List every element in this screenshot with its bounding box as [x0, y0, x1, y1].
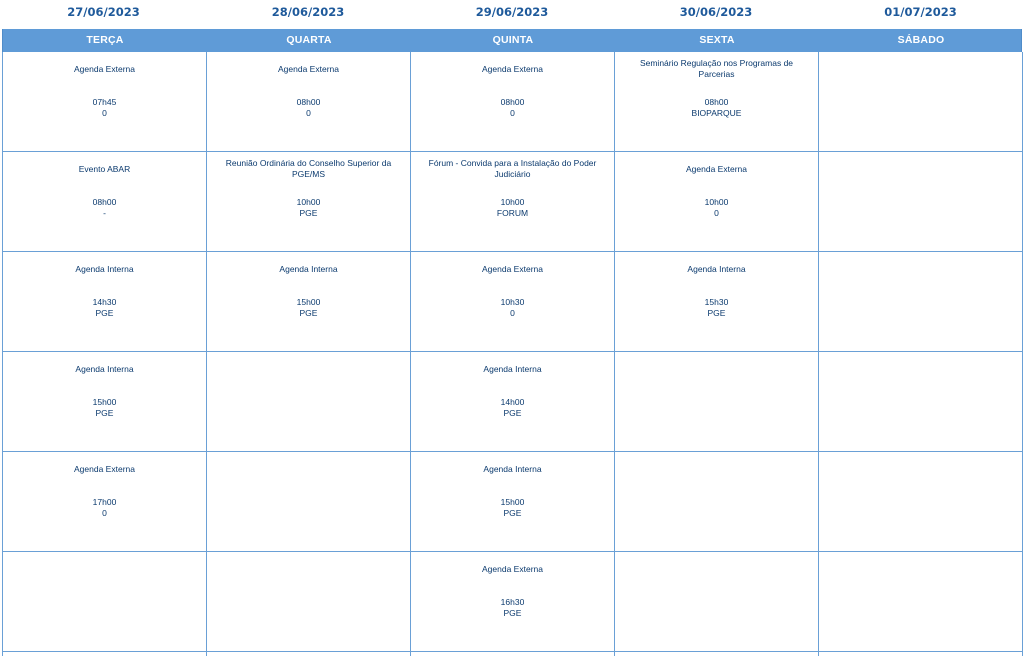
event-title: Reunião Ordinária do Conselho Superior da PGE/MS	[225, 158, 392, 179]
schedule-cell	[411, 252, 615, 352]
schedule-cell-empty	[819, 252, 1023, 352]
event-location: BIOPARQUE	[691, 108, 742, 118]
event-title: Agenda Externa	[482, 63, 543, 74]
event-location: 0	[714, 208, 719, 218]
schedule-cell-empty	[819, 552, 1023, 652]
border-segment	[615, 652, 819, 656]
event-title: Fórum - Convida para a Instalação do Poder Judiciário	[428, 158, 597, 179]
event-location: FORUM	[496, 208, 529, 218]
event-time: 08h00	[92, 197, 117, 207]
schedule-cell-empty	[819, 452, 1023, 552]
weekday-friday: SEXTA	[699, 34, 735, 46]
date-thursday: 29/06/2023	[475, 5, 549, 19]
event-location: 0	[510, 108, 515, 118]
schedule-cell	[615, 252, 819, 352]
weekday-wednesday: QUARTA	[286, 34, 332, 46]
event-location: PGE	[503, 508, 522, 518]
weekly-schedule-table	[2, 29, 1022, 652]
event-location: -	[103, 208, 106, 218]
event-location: 0	[510, 308, 515, 318]
event-title: Agenda Externa	[74, 63, 135, 74]
event-title: Agenda Externa	[686, 163, 747, 174]
event-title: Agenda Interna	[279, 263, 338, 274]
weekday-header	[2, 29, 1022, 52]
border-segment	[819, 652, 1023, 656]
date-saturday: 01/07/2023	[884, 5, 957, 19]
event-location: 0	[102, 508, 107, 518]
schedule-cell	[411, 352, 615, 452]
border-segment	[207, 652, 411, 656]
event-location: PGE	[707, 308, 726, 318]
event-time: 10h00	[296, 197, 321, 207]
event-title: Agenda Interna	[483, 463, 542, 474]
event-time: 10h30	[500, 297, 525, 307]
event-time: 16h30	[500, 597, 525, 607]
event-title: Agenda Externa	[278, 63, 339, 74]
event-location: PGE	[299, 308, 318, 318]
event-time: 07h45	[92, 97, 117, 107]
schedule-cell	[411, 152, 615, 252]
border-segment	[3, 652, 207, 656]
schedule-cell-empty	[819, 52, 1023, 152]
date-wednesday: 28/06/2023	[271, 5, 345, 19]
event-title: Agenda Interna	[483, 363, 542, 374]
schedule-cell	[411, 452, 615, 552]
event-time: 15h00	[296, 297, 321, 307]
schedule-cell-empty	[819, 352, 1023, 452]
event-title: Agenda Externa	[482, 563, 543, 574]
schedule-cell-empty	[207, 352, 411, 452]
event-title: Agenda Externa	[74, 463, 135, 474]
event-time: 15h30	[704, 297, 729, 307]
schedule-cell	[207, 152, 411, 252]
event-location: PGE	[503, 408, 522, 418]
event-location: PGE	[503, 608, 522, 618]
schedule-cell	[207, 52, 411, 152]
schedule-cell	[3, 352, 207, 452]
schedule-cell-empty	[819, 152, 1023, 252]
event-time: 08h00	[296, 97, 321, 107]
schedule-cell-empty	[207, 452, 411, 552]
schedule-cell	[3, 52, 207, 152]
event-time: 10h00	[704, 197, 729, 207]
event-time: 10h00	[500, 197, 525, 207]
schedule-grid	[2, 52, 1022, 652]
event-time: 08h00	[500, 97, 525, 107]
schedule-cell	[3, 152, 207, 252]
next-row-border	[2, 652, 1023, 656]
event-title: Agenda Interna	[75, 263, 134, 274]
event-time: 15h00	[92, 397, 117, 407]
schedule-cell	[3, 252, 207, 352]
event-title: Agenda Externa	[482, 263, 543, 274]
event-location: 0	[102, 108, 107, 118]
event-location: PGE	[299, 208, 318, 218]
event-time: 14h30	[92, 297, 117, 307]
event-time: 15h00	[500, 497, 525, 507]
schedule-cell	[3, 452, 207, 552]
event-location: PGE	[95, 408, 114, 418]
event-time: 14h00	[500, 397, 525, 407]
event-location: PGE	[95, 308, 114, 318]
schedule-cell-empty	[615, 452, 819, 552]
schedule-cell	[411, 552, 615, 652]
date-header-row	[1, 0, 1023, 29]
weekday-saturday: SÁBADO	[897, 34, 945, 46]
event-title: Agenda Interna	[75, 363, 134, 374]
date-friday: 30/06/2023	[679, 5, 753, 19]
event-title: Seminário Regulação nos Programas de Parcerias	[639, 58, 794, 79]
schedule-cell	[411, 52, 615, 152]
schedule-cell-empty	[615, 552, 819, 652]
event-location: 0	[306, 108, 311, 118]
weekday-tuesday: TERÇA	[86, 34, 124, 46]
event-title: Evento ABAR	[78, 163, 131, 174]
event-title: Agenda Interna	[687, 263, 746, 274]
event-time: 08h00	[704, 97, 729, 107]
schedule-cell	[207, 252, 411, 352]
schedule-cell	[615, 152, 819, 252]
weekday-thursday: QUINTA	[492, 34, 534, 46]
schedule-cell-empty	[207, 552, 411, 652]
schedule-cell	[615, 52, 819, 152]
date-tuesday: 27/06/2023	[67, 5, 140, 19]
schedule-cell-empty	[3, 552, 207, 652]
event-time: 17h00	[92, 497, 117, 507]
border-segment	[411, 652, 615, 656]
schedule-cell-empty	[615, 352, 819, 452]
